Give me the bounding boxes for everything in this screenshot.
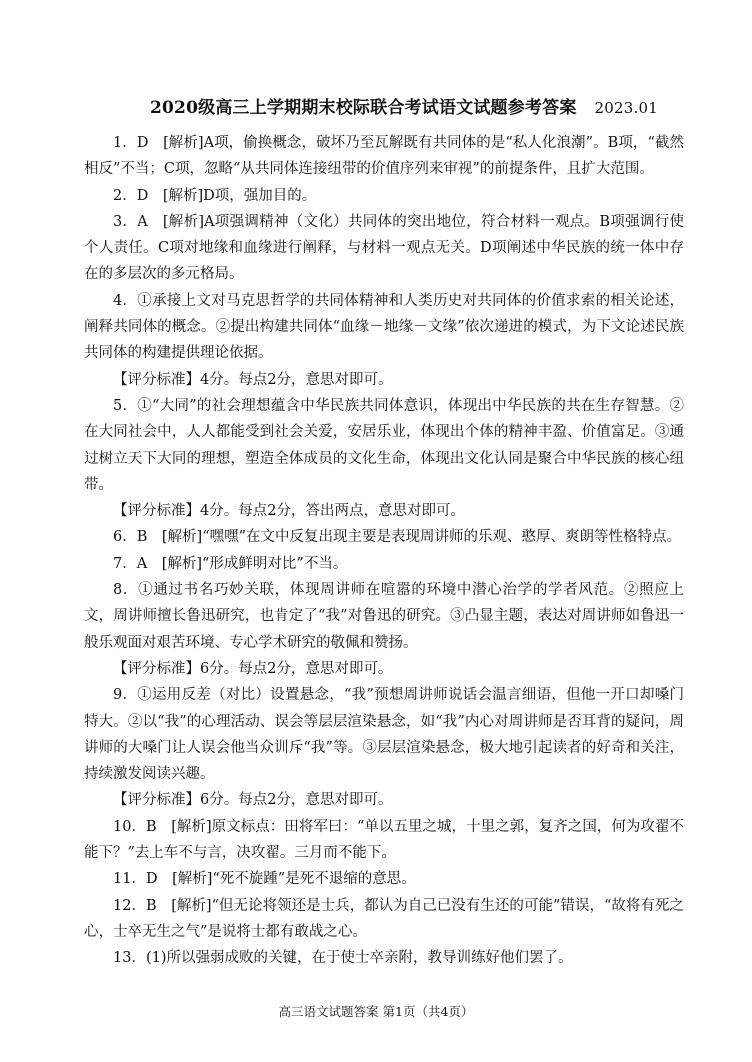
answer-paragraph: 12．B [解析]“但无论将领还是士兵，都认为自己已没有生还的可能”错误，“故将有死之心，士卒无生之气”是说将士都有敢战之心。: [84, 897, 684, 940]
answer-paragraph: 10．B [解析]原文标点：田将军曰：“单以五里之城，十里之郭，复齐之国，何为攻翟不能下？”去上车不与言，决攻翟。三月而不能下。: [84, 818, 684, 862]
answer-paragraph: 7．A [解析]“形成鲜明对比”不当。: [113, 555, 348, 572]
answer-paragraph: 5．①“大同”的社会理想蕴含中华民族共同体意识，体现出中华民族的共在生存智慧。②在大同社会中，人人都能受到社会关爱，安居乐业，体现出个体的精神丰盈、价值富足。③通过树立天下大同的理想，塑造全体成员的文化生命，体现出文化认同是聚合中华民族的核心纽带。: [84, 397, 684, 493]
title-text: 2020级高三上学期期末校际联合考试语文试题参考答案: [150, 98, 577, 118]
page-title: [150, 93, 710, 118]
scoring-standard: 【评分标准】6分。每点2分，意思对即可。: [113, 660, 393, 677]
title-date: 2023.01: [594, 99, 658, 117]
answer-paragraph: 4．①承接上文对马克思哲学的共同体精神和人类历史对共同体的价值求索的相关论述，阐释共同体的概念。②提出构建共同体“血缘－地缘－文缘”依次递进的模式，为下文论述民族共同体的构建提供理论依据。: [84, 292, 684, 362]
answer-paragraph: 13．(1)所以强弱成败的关键，在于使士卒亲附，教导训练好他们罢了。: [113, 950, 573, 967]
page-footer: 高三语文试题答案 第1页（共4页）: [278, 1004, 474, 1019]
answer-paragraph: 2．D [解析]D项，强加目的。: [113, 187, 317, 204]
scoring-standard: 【评分标准】4分。每点2分，意思对即可。: [113, 371, 393, 388]
answer-paragraph: 11．D [解析]“死不旋踵”是死不退缩的意思。: [113, 871, 416, 888]
scoring-standard: 【评分标准】4分。每点2分，答出两点，意思对即可。: [113, 503, 465, 520]
answer-paragraph: 1．D [解析]A项，偷换概念，破坏乃至瓦解既有共同体的是“私人化浪潮”。B项，“截然相反”不当；C项，忽略“从共同体连接纽带的价值序列来审视”的前提条件，且扩大范围。: [84, 135, 684, 178]
answer-paragraph: 3．A [解析]A项强调精神（文化）共同体的突出地位，符合材料一观点。B项强调行使个人责任。C项对地缘和血缘进行阐释，与材料一观点无关。D项阐述中华民族的统一体中存在的多层次的多元格局。: [84, 213, 684, 283]
scoring-standard: 【评分标准】6分。每点2分，意思对即可。: [113, 792, 393, 809]
answer-body: [84, 130, 684, 972]
answer-paragraph: 8．①通过书名巧妙关联，体现周讲师在喧嚣的环境中潜心治学的学者风范。②照应上文，周讲师擅长鲁迅研究，也肯定了“我”对鲁迅的研究。③凸显主题，表达对周讲师如鲁迅一般乐观面对艰苦环境、专心学术研究的敬佩和赞扬。: [84, 582, 684, 651]
answer-paragraph: 9．①运用反差（对比）设置悬念，“我”预想周讲师说话会温言细语，但他一开口却嗓门特大。②以“我”的心理活动、误会等层层渲染悬念，如“我”内心对周讲师是否耳背的疑问，周讲师的大嗓门让人误会他当众训斥“我”等。③层层渲染悬念，极大地引起读者的好奇和关注，持续激发阅读兴趣。: [84, 687, 684, 783]
answer-paragraph: 6．B [解析]“嘿嘿”在文中反复出现主要是表现周讲师的乐观、憨厚、爽朗等性格特点。: [113, 529, 682, 546]
